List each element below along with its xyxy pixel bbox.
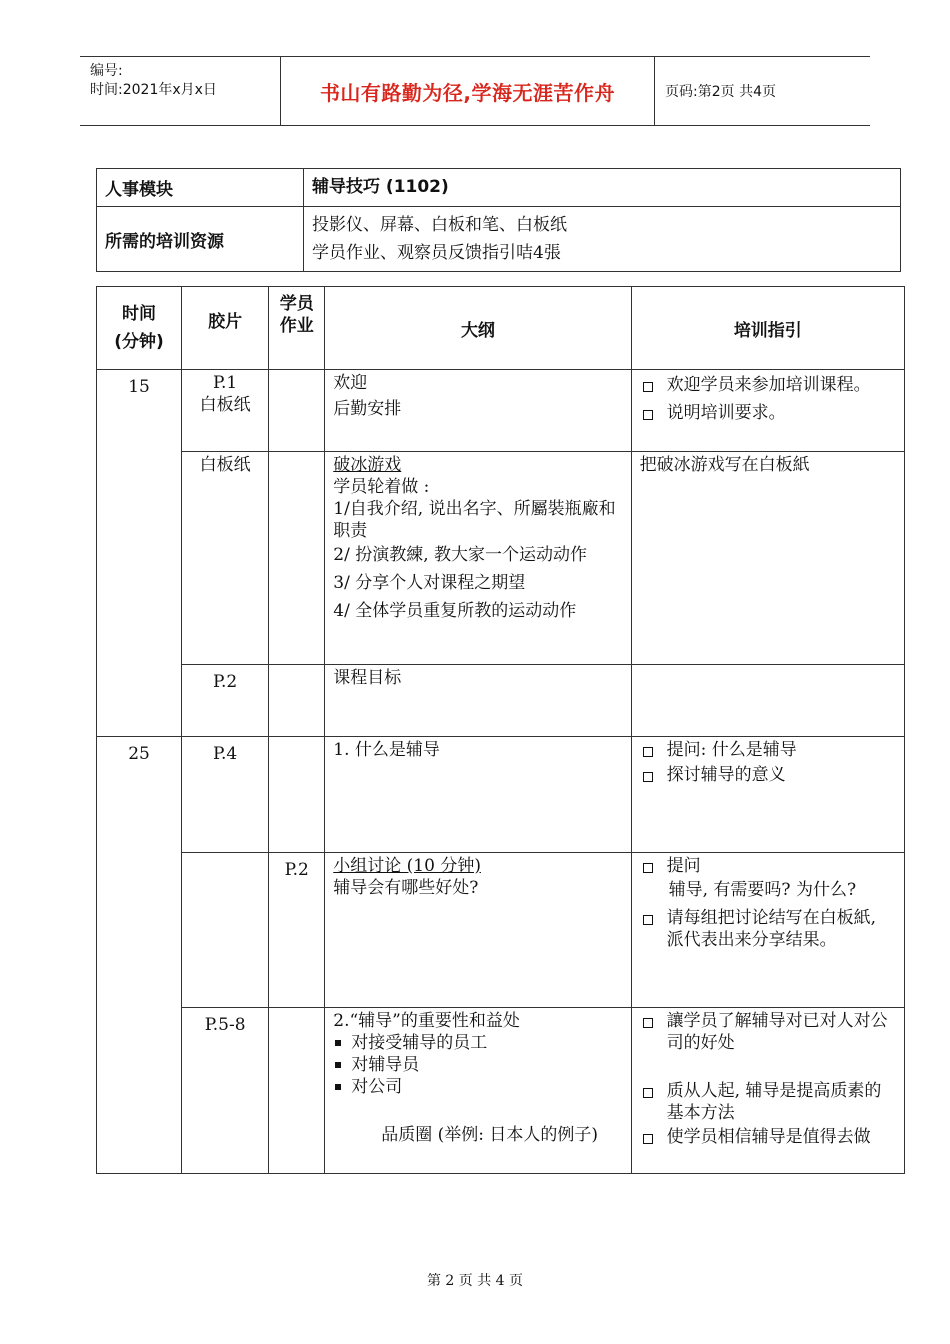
checkbox-icon <box>643 863 653 873</box>
resource-value <box>304 207 901 272</box>
time-label: 时间:2021年x月x日 <box>90 82 217 98</box>
header-time: 时间 (分钟) <box>97 287 182 370</box>
outline-cell: 课程目标 <box>325 665 631 737</box>
homework-cell <box>269 370 325 452</box>
module-key: 人事模块 <box>97 169 304 207</box>
table-row <box>97 853 905 1008</box>
checkbox-icon <box>643 1134 653 1144</box>
info-row-resource <box>97 207 901 272</box>
outline-cell: 欢迎 后勤安排 <box>325 370 631 452</box>
slide-cell <box>182 853 269 1008</box>
number-label: 编号: <box>90 63 123 79</box>
bullet-icon <box>335 1040 341 1046</box>
guide-cell: 提问 辅导, 有需要吗? 为什么? 请每组把讨论结写在白板紙, 派代表出来分享结果。 <box>631 853 904 1008</box>
schedule-table <box>96 286 905 1174</box>
table-row <box>97 1008 905 1174</box>
info-row-module <box>97 169 901 207</box>
slide-cell: P.4 <box>182 737 269 853</box>
resource-line: 投影仪、屏幕、白板和笔、白板纸 <box>312 215 567 235</box>
time-cell: 15 <box>97 370 182 737</box>
outline-cell: 2.“辅导”的重要性和益处 对接受辅导的员工 对辅导员 对公司 品质圈 (举例: 日本人的例子) <box>325 1008 631 1174</box>
slide-cell: P.2 <box>182 665 269 737</box>
slide-cell: P.5-8 <box>182 1008 269 1174</box>
resource-key: 所需的培训资源 <box>97 207 304 272</box>
page-header <box>80 56 870 126</box>
checkbox-icon <box>643 382 653 392</box>
header-meta <box>80 57 281 125</box>
table-header-row <box>97 287 905 370</box>
guide-cell: 把破冰游戏写在白板紙 <box>631 452 904 665</box>
motto: 书山有路勤为径,学海无涯苦作舟 <box>319 80 616 105</box>
checkbox-icon <box>643 1088 653 1098</box>
outline-cell: 破冰游戏 学员轮着做 : 1/自我介绍, 说出名字、所屬裝瓶廠和职责 2/ 扮演教練, 教大家一个运动动作 3/ 分享个人对课程之期望 4/ 全体学员重复所教的运动动作 <box>325 452 631 665</box>
table-row <box>97 665 905 737</box>
page-footer: 第 2 页 共 4 页 <box>426 1273 524 1289</box>
checkbox-icon <box>643 772 653 782</box>
homework-cell <box>269 1008 325 1174</box>
header-slides: 胶片 <box>182 287 269 370</box>
header-homework: 学员 作业 <box>269 287 325 370</box>
header-outline: 大纲 <box>325 287 631 370</box>
guide-cell: 讓学员了解辅导对已对人对公司的好处 质从人起, 辅导是提高质素的基本方法 使学员相信辅导是值得去做 <box>631 1008 904 1174</box>
homework-cell <box>269 665 325 737</box>
guide-cell: 欢迎学员来参加培训课程。 说明培训要求。 <box>631 370 904 452</box>
checkbox-icon <box>643 915 653 925</box>
slide-cell: P.1 白板纸 <box>182 370 269 452</box>
table-row <box>97 370 905 452</box>
outline-cell: 1. 什么是辅导 <box>325 737 631 853</box>
header-page-cell <box>655 57 870 125</box>
page-label: 页码:第2页 共4页 <box>665 84 776 100</box>
time-cell: 25 <box>97 737 182 1174</box>
homework-cell <box>269 452 325 665</box>
checkbox-icon <box>643 1018 653 1028</box>
module-value: 辅导技巧 (1102) <box>304 169 901 207</box>
bullet-icon <box>335 1084 341 1090</box>
resource-line: 学员作业、观察员反馈指引咭4張 <box>312 243 561 263</box>
bullet-icon <box>335 1062 341 1068</box>
slide-cell: 白板纸 <box>182 452 269 665</box>
guide-cell: 提问: 什么是辅导 探讨辅导的意义 <box>631 737 904 853</box>
info-table <box>96 168 901 272</box>
checkbox-icon <box>643 747 653 757</box>
header-guide: 培训指引 <box>631 287 904 370</box>
outline-cell: 小组讨论 (10 分钟) 辅导会有哪些好处? <box>325 853 631 1008</box>
table-row <box>97 452 905 665</box>
homework-cell: P.2 <box>269 853 325 1008</box>
homework-cell <box>269 737 325 853</box>
table-row <box>97 737 905 853</box>
header-motto-cell <box>281 57 655 125</box>
guide-cell <box>631 665 904 737</box>
checkbox-icon <box>643 410 653 420</box>
